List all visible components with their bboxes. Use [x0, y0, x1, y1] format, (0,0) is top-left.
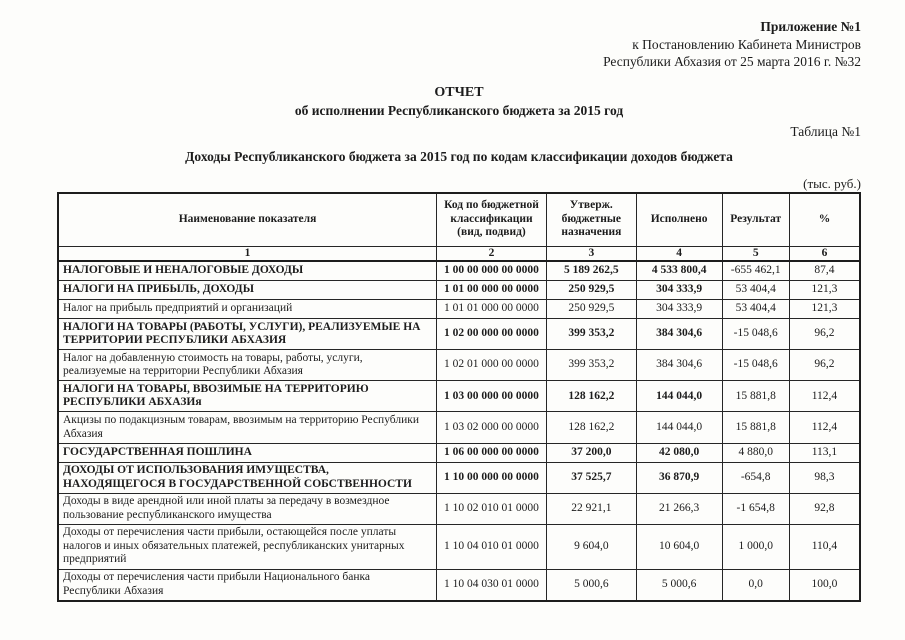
appendix-line-2: к Постановлению Кабинета Министров [632, 36, 861, 52]
table-row [58, 381, 860, 412]
cell-result: -15 048,6 [722, 319, 789, 350]
cell-executed: 144 044,0 [636, 381, 722, 412]
cell-name: НАЛОГИ НА ТОВАРЫ, ВВОЗИМЫЕ НА ТЕРРИТОРИЮ РЕСПУБЛИКИ АБХАЗИя [58, 381, 437, 412]
cell-executed: 144 044,0 [636, 412, 722, 443]
cell-name: НАЛОГОВЫЕ И НЕНАЛОГОВЫЕ ДОХОДЫ [58, 261, 437, 281]
appendix-title: Приложение №1 [760, 19, 861, 34]
cell-executed: 384 304,6 [636, 319, 722, 350]
cell-code: 1 02 00 000 00 0000 [437, 319, 547, 350]
units-note: (тыс. руб.) [803, 175, 861, 191]
table-row [58, 493, 860, 524]
cell-result: -15 048,6 [722, 350, 789, 381]
cell-result: -654,8 [722, 462, 789, 493]
cell-name: ДОХОДЫ ОТ ИСПОЛЬЗОВАНИЯ ИМУЩЕСТВА, НАХОДЯЩЕГОСЯ В ГОСУДАРСТВЕННОЙ СОБСТВЕННОСТИ [58, 462, 437, 493]
cell-name: Доходы от перечисления части прибыли, остающейся после уплаты налогов и иных обязательных платежей, республиканских унитарных предприятий [58, 524, 437, 569]
table-row [58, 319, 860, 350]
cell-approved: 399 353,2 [546, 319, 636, 350]
cell-percent: 96,2 [789, 350, 860, 381]
cell-percent: 110,4 [789, 524, 860, 569]
cell-approved: 250 929,5 [546, 281, 636, 300]
cell-code: 1 03 02 000 00 0000 [437, 412, 547, 443]
cell-percent: 96,2 [789, 319, 860, 350]
cell-result: 4 880,0 [722, 443, 789, 462]
cell-executed: 5 000,6 [636, 569, 722, 601]
table-header-row [58, 193, 860, 247]
cell-approved: 128 162,2 [546, 381, 636, 412]
column-numbers-row [58, 246, 860, 261]
cell-name: Акцизы по подакцизным товарам, ввозимым на территорию Республики Абхазия [58, 412, 437, 443]
cell-approved: 37 525,7 [546, 462, 636, 493]
col-number-4: 4 [636, 246, 722, 261]
col-header-result: Результат [722, 193, 789, 247]
cell-executed: 36 870,9 [636, 462, 722, 493]
col-header-name: Наименование показателя [58, 193, 437, 247]
cell-code: 1 10 04 010 01 0000 [437, 524, 547, 569]
cell-percent: 113,1 [789, 443, 860, 462]
cell-executed: 42 080,0 [636, 443, 722, 462]
cell-code: 1 10 02 010 01 0000 [437, 493, 547, 524]
cell-code: 1 01 00 000 00 0000 [437, 281, 547, 300]
document-subtitle: Доходы Республиканского бюджета за 2015 год по кодам классификации доходов бюджета [185, 148, 733, 164]
cell-name: ГОСУДАРСТВЕННАЯ ПОШЛИНА [58, 443, 437, 462]
table-row [58, 524, 860, 569]
table-row [58, 281, 860, 300]
table-row [58, 443, 860, 462]
table-body [58, 261, 860, 601]
cell-code: 1 02 01 000 00 0000 [437, 350, 547, 381]
col-number-2: 2 [437, 246, 547, 261]
table-row [58, 350, 860, 381]
cell-percent: 92,8 [789, 493, 860, 524]
cell-executed: 4 533 800,4 [636, 261, 722, 281]
col-header-approved: Утверж. бюджетные назначения [546, 193, 636, 247]
col-header-executed: Исполнено [636, 193, 722, 247]
cell-code: 1 01 01 000 00 0000 [437, 300, 547, 319]
cell-approved: 5 000,6 [546, 569, 636, 601]
cell-approved: 37 200,0 [546, 443, 636, 462]
appendix-line-3: Республики Абхазия от 25 марта 2016 г. №32 [603, 54, 861, 69]
table-row [58, 462, 860, 493]
report-title: ОТЧЕТ [434, 84, 484, 100]
report-subtitle: об исполнении Республиканского бюджета за 2015 год [294, 102, 624, 118]
cell-code: 1 03 00 000 00 0000 [437, 381, 547, 412]
cell-name: НАЛОГИ НА ТОВАРЫ (РАБОТЫ, УСЛУГИ), РЕАЛИЗУЕМЫЕ НА ТЕРРИТОРИИ РЕСПУБЛИКИ АБХАЗИЯ [58, 319, 437, 350]
cell-result: 1 000,0 [722, 524, 789, 569]
cell-executed: 384 304,6 [636, 350, 722, 381]
cell-approved: 128 162,2 [546, 412, 636, 443]
table-row [58, 412, 860, 443]
cell-result: 53 404,4 [722, 281, 789, 300]
cell-percent: 112,4 [789, 412, 860, 443]
cell-name: НАЛОГИ НА ПРИБЫЛЬ, ДОХОДЫ [58, 281, 437, 300]
cell-executed: 10 604,0 [636, 524, 722, 569]
cell-approved: 399 353,2 [546, 350, 636, 381]
col-number-1: 1 [58, 246, 437, 261]
cell-result: -655 462,1 [722, 261, 789, 281]
cell-name: Налог на прибыль предприятий и организаций [58, 300, 437, 319]
cell-approved: 5 189 262,5 [546, 261, 636, 281]
cell-result: -1 654,8 [722, 493, 789, 524]
cell-percent: 112,4 [789, 381, 860, 412]
cell-result: 15 881,8 [722, 381, 789, 412]
cell-code: 1 06 00 000 00 0000 [437, 443, 547, 462]
cell-approved: 250 929,5 [546, 300, 636, 319]
cell-result: 0,0 [722, 569, 789, 601]
table-row [58, 300, 860, 319]
col-number-3: 3 [546, 246, 636, 261]
cell-approved: 22 921,1 [546, 493, 636, 524]
col-header-percent: % [789, 193, 860, 247]
table-number-label: Таблица №1 [790, 123, 861, 139]
cell-name: Доходы в виде арендной или иной платы за передачу в возмездное пользование республиканского имущества [58, 493, 437, 524]
cell-result: 53 404,4 [722, 300, 789, 319]
cell-code: 1 00 00 000 00 0000 [437, 261, 547, 281]
cell-name: Доходы от перечисления части прибыли Национального банка Республики Абхазия [58, 569, 437, 601]
cell-percent: 100,0 [789, 569, 860, 601]
table-row [58, 261, 860, 281]
col-number-5: 5 [722, 246, 789, 261]
cell-executed: 304 333,9 [636, 281, 722, 300]
col-number-6: 6 [789, 246, 860, 261]
cell-executed: 304 333,9 [636, 300, 722, 319]
cell-percent: 121,3 [789, 281, 860, 300]
cell-percent: 87,4 [789, 261, 860, 281]
cell-name: Налог на добавленную стоимость на товары, работы, услуги, реализуемые на территории Республики Абхазия [58, 350, 437, 381]
cell-percent: 98,3 [789, 462, 860, 493]
cell-code: 1 10 00 000 00 0000 [437, 462, 547, 493]
cell-executed: 21 266,3 [636, 493, 722, 524]
budget-table [57, 192, 861, 602]
cell-approved: 9 604,0 [546, 524, 636, 569]
cell-code: 1 10 04 030 01 0000 [437, 569, 547, 601]
appendix-block [57, 18, 861, 71]
cell-result: 15 881,8 [722, 412, 789, 443]
table-row [58, 569, 860, 601]
col-header-code: Код по бюджетной классификации (вид, подвид) [437, 193, 547, 247]
cell-percent: 121,3 [789, 300, 860, 319]
